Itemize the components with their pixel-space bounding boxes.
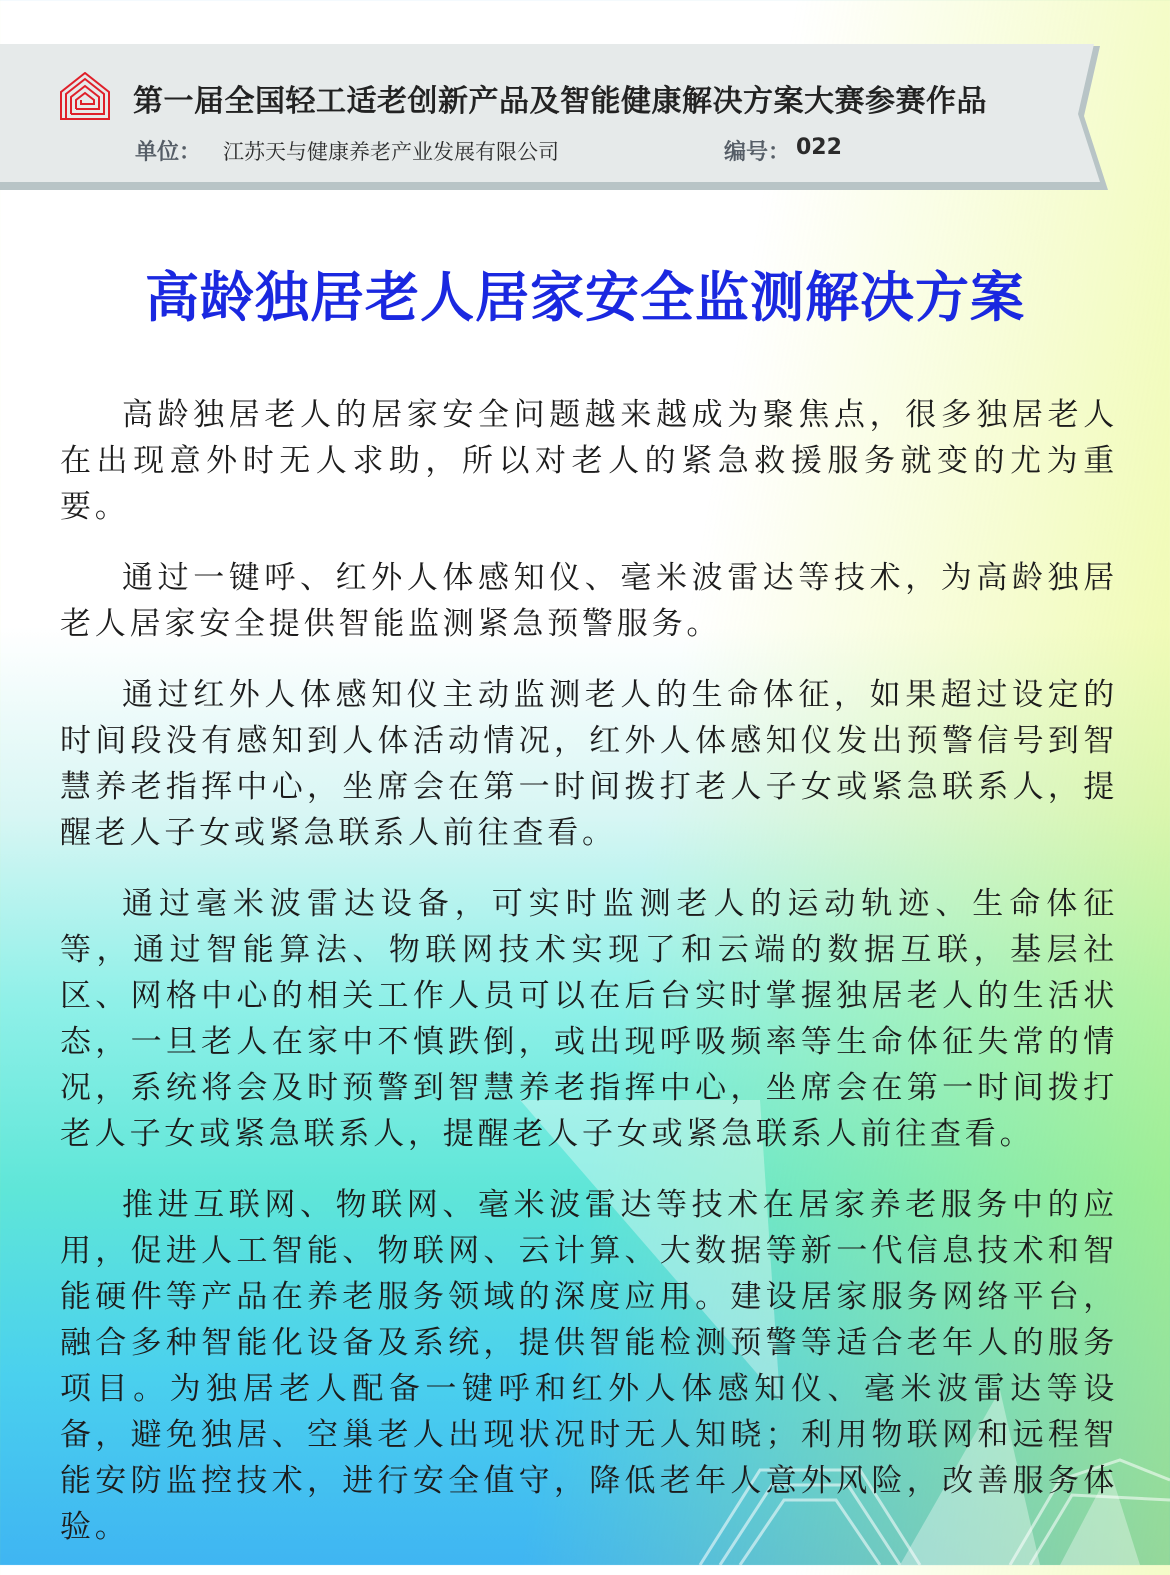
unit-value: 江苏天与健康养老产业发展有限公司: [223, 140, 559, 164]
number-value: 022: [796, 135, 842, 160]
paragraph: 推进互联网、物联网、毫米波雷达等技术在居家养老服务中的应用，促进人工智能、物联网、云计算、大数据等新一代信息技术和智能硬件等产品在养老服务领域的深度应用。建设居家服务网络平台，融合多种智能化设备及系统，提供智能检测预警等适合老年人的服务项目。为独居老人配备一键呼和红外人体感知仪、毫米波雷达等设备，避免独居、空巢老人出现状况时无人知晓；利用物联网和远程智能安防监控技术，进行安全值守，降低老年人意外风险，改善服务体验。: [60, 1187, 1118, 1545]
paragraph: 通过毫米波雷达设备，可实时监测老人的运动轨迹、生命体征等，通过智能算法、物联网技术实现了和云端的数据互联，基层社区、网格中心的相关工作人员可以在后台实时掌握独居老人的生活状态，一旦老人在家中不慎跌倒，或出现呼吸频率等生命体征失常的情况，系统将会及时预警到智慧养老指挥中心，坐席会在第一时间拨打老人子女或紧急联系人，提醒老人子女或紧急联系人前往查看。: [60, 886, 1118, 1152]
paragraph: 高龄独居老人的居家安全问题越来越成为聚焦点，很多独居老人在出现意外时无人求助，所以对老人的紧急救援服务就变的尤为重要。: [60, 397, 1118, 525]
page-title: 高龄独居老人居家安全监测解决方案: [145, 266, 1025, 329]
body-text: [60, 392, 1118, 1575]
unit-label: 单位：: [135, 140, 202, 165]
competition-title: 第一届全国轻工适老创新产品及智能健康解决方案大赛参赛作品: [133, 84, 987, 119]
logo-house-icon: [60, 72, 110, 120]
paragraph: 通过一键呼、红外人体感知仪、毫米波雷达等技术，为高龄独居老人居家安全提供智能监测紧急预警服务。: [60, 560, 1118, 642]
paragraph: 通过红外人体感知仪主动监测老人的生命体征，如果超过设定的时间段没有感知到人体活动情况，红外人体感知仪发出预警信号到智慧养老指挥中心，坐席会在第一时间拨打老人子女或紧急联系人，提醒老人子女或紧急联系人前往查看。: [60, 677, 1118, 851]
number-label: 编号：: [724, 140, 791, 165]
